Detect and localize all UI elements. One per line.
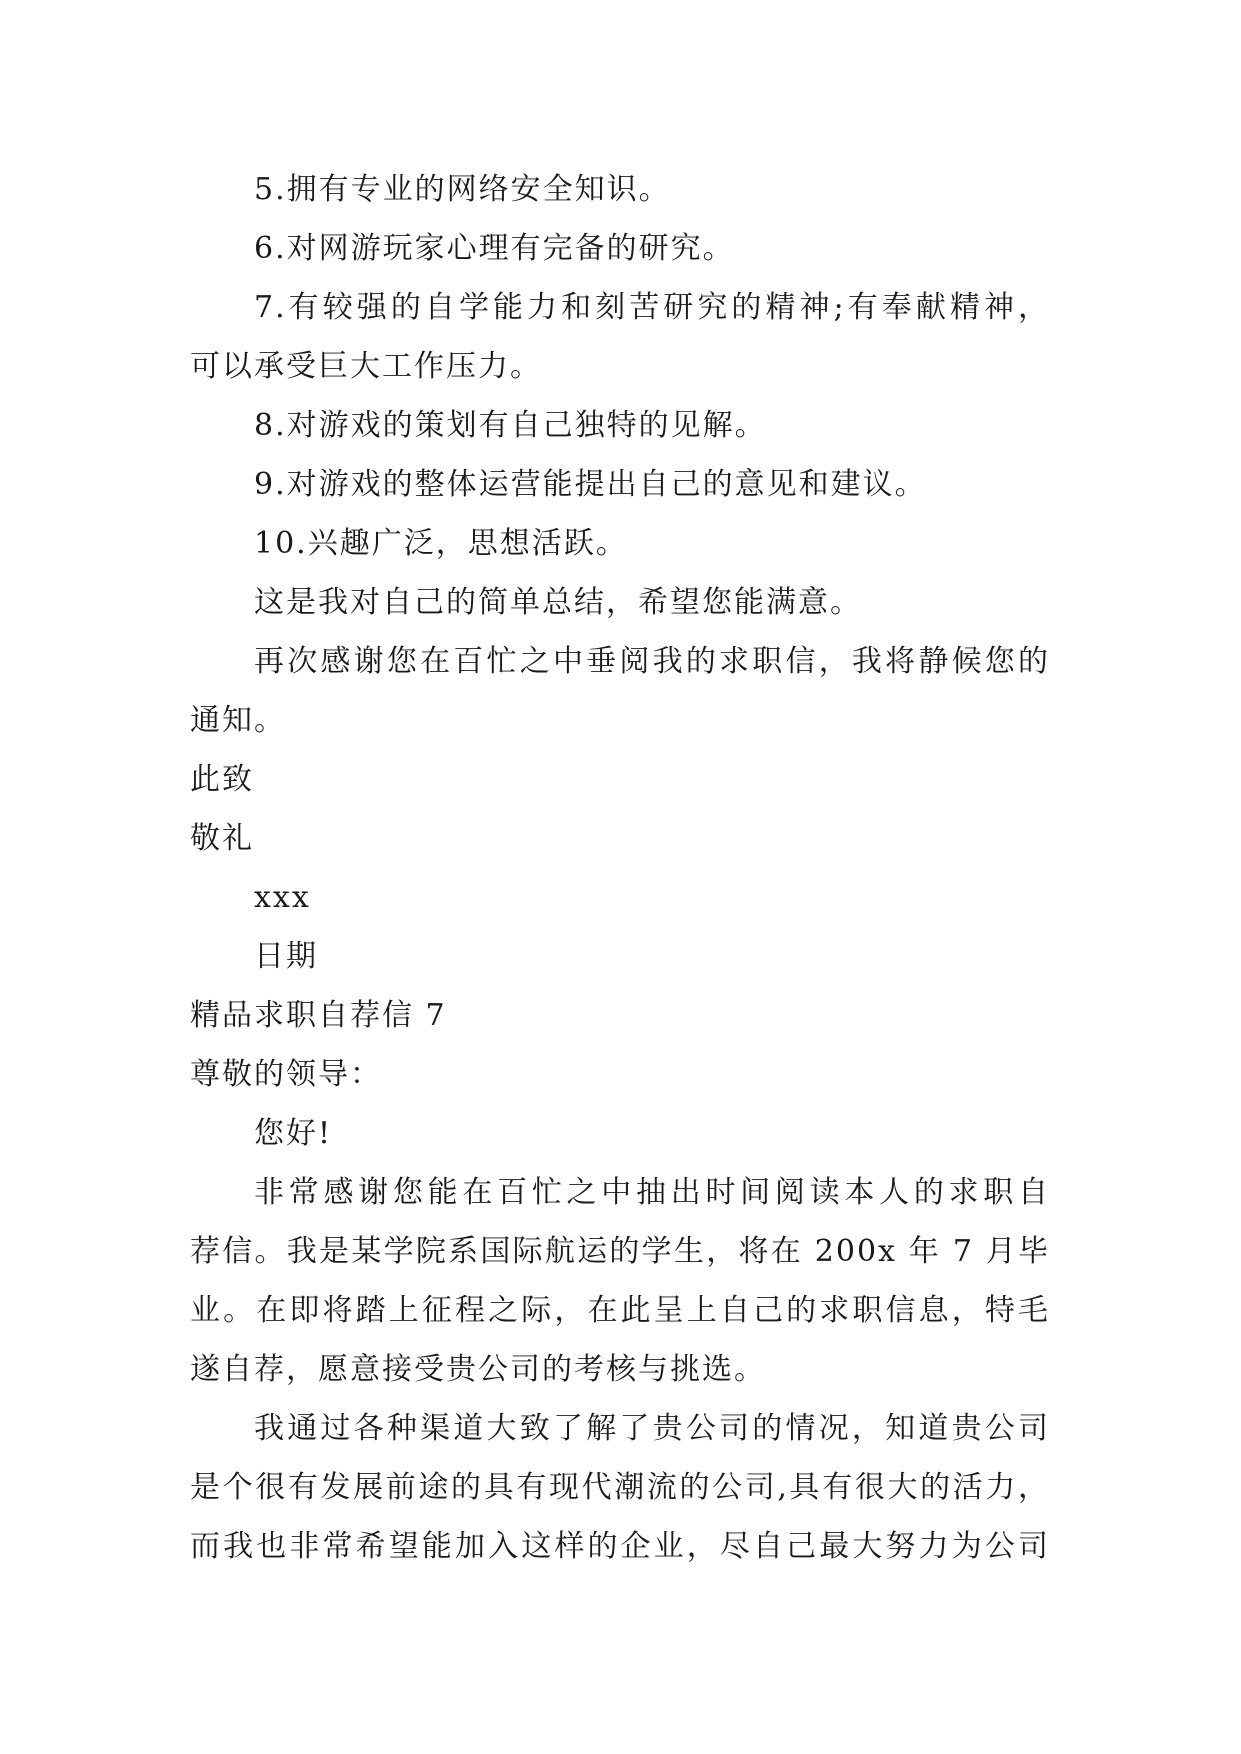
- list-item-7-continued: 可以承受巨大工作压力。: [190, 349, 542, 384]
- list-item-7: 7.有较强的自学能力和刻苦研究的精神;有奉献精神，: [254, 290, 1050, 325]
- signature-date: 日期: [254, 939, 318, 974]
- list-item-9: 9.对游戏的整体运营能提出自己的意见和建议。: [254, 467, 927, 502]
- letter-greeting: 尊敬的领导：: [190, 1057, 382, 1092]
- intro-paragraph-line-1: 非常感谢您能在百忙之中抽出时间阅读本人的求职自: [254, 1175, 1050, 1210]
- signature-name: xxx: [254, 880, 311, 915]
- list-item-5: 5.拥有专业的网络安全知识。: [254, 172, 671, 207]
- intro-paragraph-line-2: 荐信。我是某学院系国际航运的学生，将在 200x 年 7 月毕: [190, 1234, 1050, 1269]
- section-title: 精品求职自荐信 7: [190, 998, 447, 1033]
- closing-salutation: 此致: [190, 762, 254, 797]
- thanks-paragraph: 再次感谢您在百忙之中垂阅我的求职信，我将静候您的: [254, 644, 1050, 679]
- company-paragraph-line-1: 我通过各种渠道大致了解了贵公司的情况，知道贵公司: [254, 1411, 1050, 1446]
- closing-regards: 敬礼: [190, 821, 254, 856]
- company-paragraph-line-3: 而我也非常希望能加入这样的企业，尽自己最大努力为公司: [190, 1529, 1050, 1564]
- company-paragraph-line-2: 是个很有发展前途的具有现代潮流的公司,具有很大的活力，: [190, 1470, 1050, 1505]
- thanks-paragraph-continued: 通知。: [190, 703, 286, 738]
- list-item-6: 6.对网游玩家心理有完备的研究。: [254, 231, 735, 266]
- list-item-8: 8.对游戏的策划有自己独特的见解。: [254, 408, 767, 443]
- intro-paragraph-line-3: 业。在即将踏上征程之际，在此呈上自己的求职信息，特毛: [190, 1293, 1050, 1328]
- intro-paragraph-line-4: 遂自荐，愿意接受贵公司的考核与挑选。: [190, 1352, 766, 1387]
- letter-hello: 您好!: [254, 1116, 333, 1151]
- summary-paragraph: 这是我对自己的简单总结，希望您能满意。: [254, 585, 862, 620]
- list-item-10: 10.兴趣广泛，思想活跃。: [254, 526, 628, 561]
- document-body: [190, 160, 1050, 1576]
